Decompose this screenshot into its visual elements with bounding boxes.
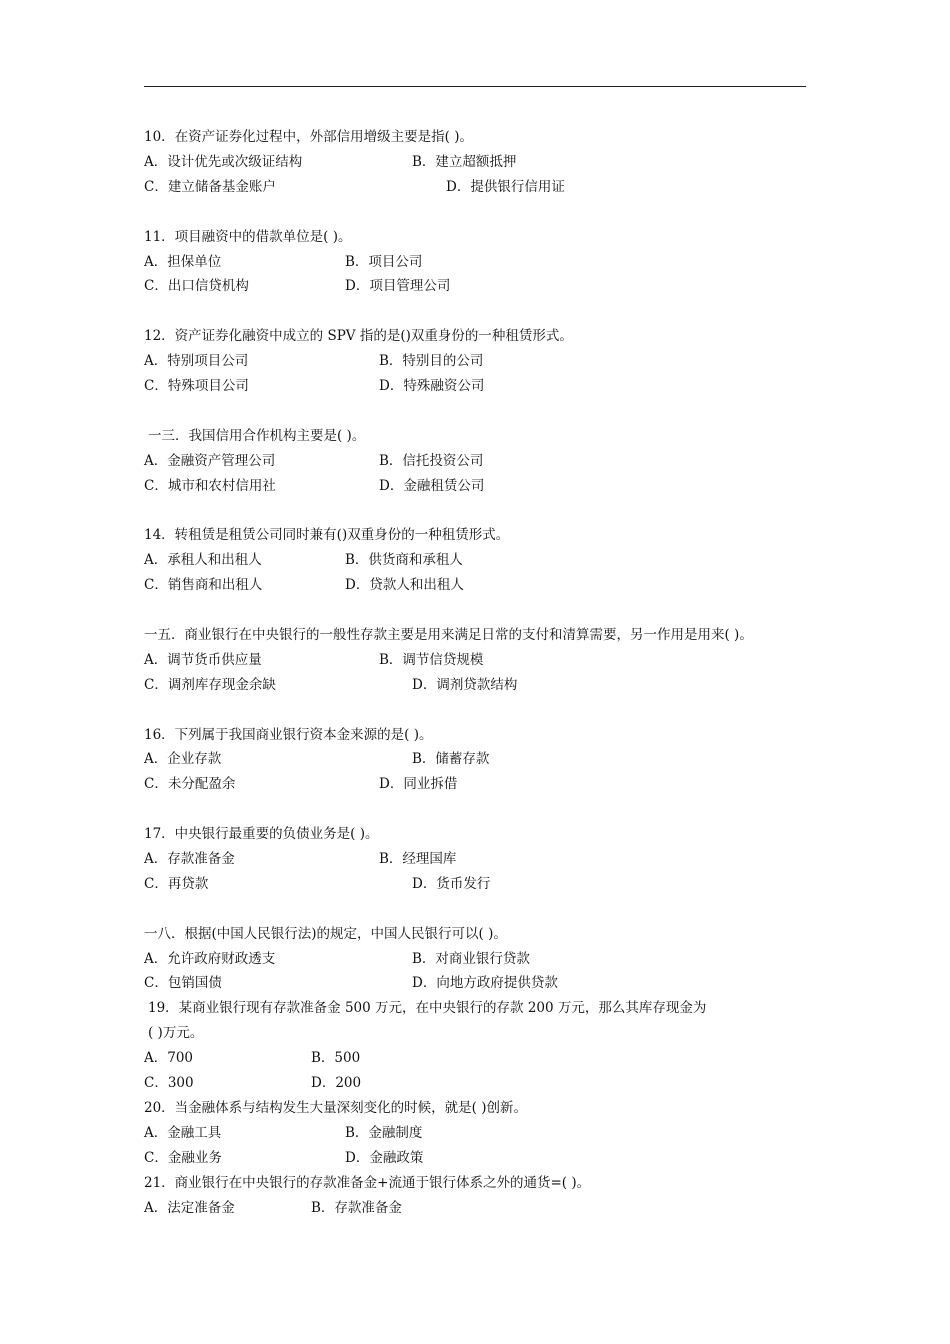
option-b: B．储蓄存款 — [412, 751, 490, 767]
question-stem: 17．中央银行最重要的负债业务是( )。 — [144, 826, 379, 842]
option-c: C．包销国债 — [144, 975, 222, 991]
option-d: D．向地方政府提供贷款 — [412, 975, 558, 991]
option-c: C．销售商和出租人 — [144, 577, 263, 593]
option-b: B．存款准备金 — [311, 1200, 402, 1216]
header-rule — [144, 86, 806, 87]
option-b: B．项目公司 — [345, 254, 423, 270]
option-a: A．允许政府财政透支 — [144, 951, 276, 967]
option-b: B．对商业银行贷款 — [412, 951, 530, 967]
question-stem: 一八．根据(中国人民银行法)的规定，中国人民银行可以( )。 — [144, 926, 507, 942]
question-stem-continuation: ( )万元。 — [148, 1025, 204, 1041]
question-stem: 12．资产证券化融资中成立的 SPV 指的是()双重身份的一种租赁形式。 — [144, 328, 573, 344]
option-d: D．贷款人和出租人 — [345, 577, 464, 593]
option-b: B．经理国库 — [379, 851, 457, 867]
option-a: A．金融资产管理公司 — [144, 453, 276, 469]
option-c: C．金融业务 — [144, 1150, 222, 1166]
option-d: D．金融租赁公司 — [379, 478, 485, 494]
option-c: C．出口信贷机构 — [144, 278, 249, 294]
option-b: B．调节信贷规模 — [379, 652, 484, 668]
option-d: D．200 — [311, 1075, 362, 1091]
option-a: A．调节货币供应量 — [144, 652, 262, 668]
option-a: A．承租人和出租人 — [144, 552, 262, 568]
option-b: B．供货商和承租人 — [345, 552, 463, 568]
question-stem: 11．项目融资中的借款单位是( )。 — [144, 229, 352, 245]
option-d: D．调剂贷款结构 — [412, 677, 518, 693]
option-a: A．企业存款 — [144, 751, 222, 767]
option-b: B．500 — [311, 1050, 361, 1066]
option-b: B．特别目的公司 — [379, 353, 484, 369]
question-stem: 19．某商业银行现有存款准备金 500 万元，在中央银行的存款 200 万元，那么其库存现金为 — [148, 1000, 707, 1016]
question-stem: 21．商业银行在中央银行的存款准备金+流通于银行体系之外的通货=( )。 — [144, 1175, 591, 1191]
option-c: C．建立储备基金账户 — [144, 179, 276, 195]
option-b: B．建立超额抵押 — [412, 154, 517, 170]
option-c: C．300 — [144, 1075, 194, 1091]
option-a: A．担保单位 — [144, 254, 222, 270]
option-b: B．金融制度 — [345, 1125, 423, 1141]
option-a: A．法定准备金 — [144, 1200, 235, 1216]
option-a: A．金融工具 — [144, 1125, 222, 1141]
question-stem: 14．转租赁是租赁公司同时兼有()双重身份的一种租赁形式。 — [144, 527, 510, 543]
question-stem: 20．当金融体系与结构发生大量深刻变化的时候，就是( )创新。 — [144, 1100, 528, 1116]
option-a: A．700 — [144, 1050, 194, 1066]
question-stem: 一五．商业银行在中央银行的一般性存款主要是用来满足日常的支付和清算需要，另一作用是用来( )。 — [144, 627, 753, 643]
option-d: D．同业拆借 — [379, 776, 458, 792]
option-a: A．特别项目公司 — [144, 353, 249, 369]
option-d: D．提供银行信用证 — [446, 179, 565, 195]
option-a: A．存款准备金 — [144, 851, 235, 867]
option-d: D．项目管理公司 — [345, 278, 451, 294]
option-d: D．金融政策 — [345, 1150, 424, 1166]
question-stem: 16．下列属于我国商业银行资本金来源的是( )。 — [144, 727, 433, 743]
option-c: C．未分配盈余 — [144, 776, 236, 792]
option-d: D．特殊融资公司 — [379, 378, 485, 394]
option-b: B．信托投资公司 — [379, 453, 484, 469]
option-d: D．货币发行 — [412, 876, 491, 892]
question-stem: 一三．我国信用合作机构主要是( )。 — [148, 428, 366, 444]
option-c: C．调剂库存现金余缺 — [144, 677, 276, 693]
option-c: C．城市和农村信用社 — [144, 478, 276, 494]
option-c: C．特殊项目公司 — [144, 378, 249, 394]
option-a: A．设计优先或次级证结构 — [144, 154, 303, 170]
question-stem: 10．在资产证券化过程中，外部信用增级主要是指( )。 — [144, 129, 474, 145]
option-c: C．再贷款 — [144, 876, 209, 892]
